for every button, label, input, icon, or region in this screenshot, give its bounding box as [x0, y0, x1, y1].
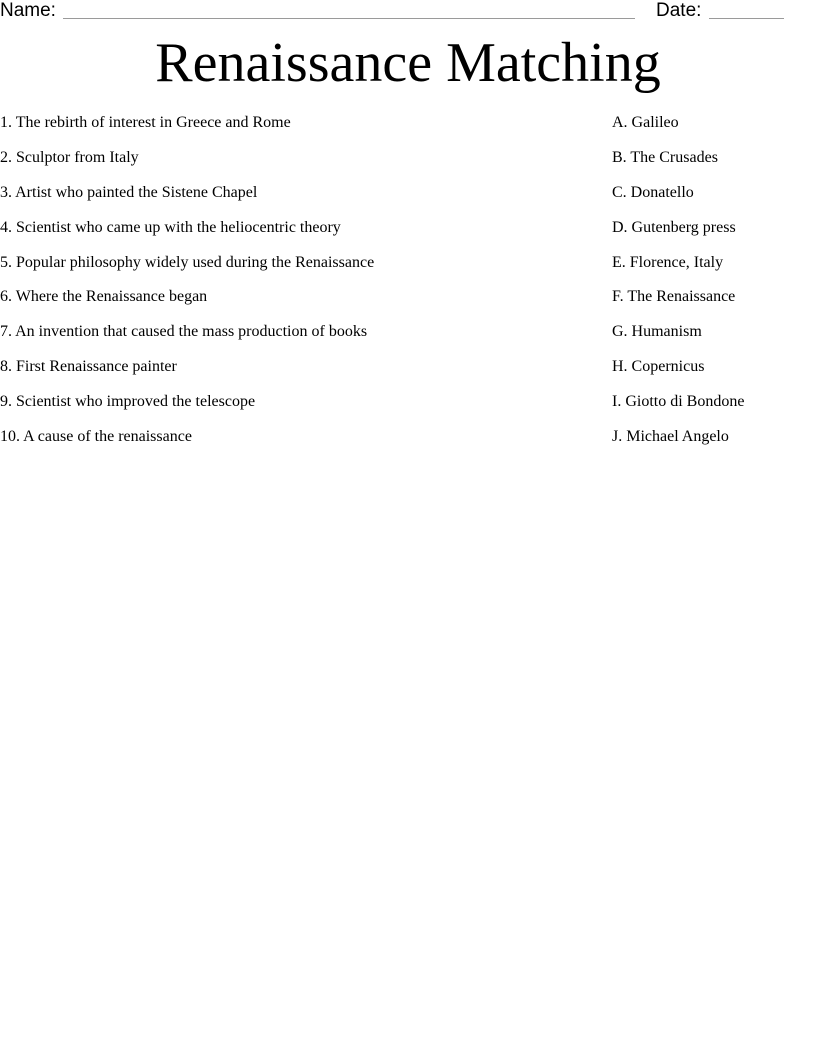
answer-item: J. Michael Angelo — [612, 428, 729, 446]
question-item: 10. A cause of the renaissance — [0, 428, 192, 446]
question-item: 5. Popular philosophy widely used during the Renaissance — [0, 253, 375, 271]
name-label: Name: — [0, 0, 56, 21]
answer-item: E. Florence, Italy — [612, 253, 724, 271]
question-item: 8. First Renaissance painter — [0, 358, 177, 376]
worksheet-header — [0, 0, 816, 26]
question-list — [0, 113, 590, 462]
question-item: 4. Scientist who came up with the heliocentric theory — [0, 218, 341, 236]
answer-item: F. The Renaissance — [612, 288, 736, 306]
question-item: 7. An invention that caused the mass production of books — [0, 323, 368, 341]
answer-item: A. Galileo — [612, 114, 679, 131]
question-item: 1. The rebirth of interest in Greece and Rome — [0, 114, 291, 131]
name-blank-line — [63, 18, 635, 19]
answer-item: H. Copernicus — [612, 358, 705, 376]
answer-item: I. Giotto di Bondone — [612, 393, 745, 411]
question-item: 3. Artist who painted the Sistene Chapel — [0, 183, 258, 201]
date-blank-line — [709, 18, 784, 19]
answer-item: C. Donatello — [612, 183, 694, 201]
answer-item: D. Gutenberg press — [612, 218, 736, 236]
answer-item: G. Humanism — [612, 323, 702, 341]
question-item: 9. Scientist who improved the telescope — [0, 393, 256, 411]
page-title: Renaissance Matching — [155, 32, 661, 94]
answer-list — [612, 113, 812, 462]
answer-item: B. The Crusades — [612, 148, 718, 166]
question-item: 6. Where the Renaissance began — [0, 288, 208, 306]
date-label: Date: — [656, 0, 702, 21]
question-item: 2. Sculptor from Italy — [0, 148, 139, 166]
